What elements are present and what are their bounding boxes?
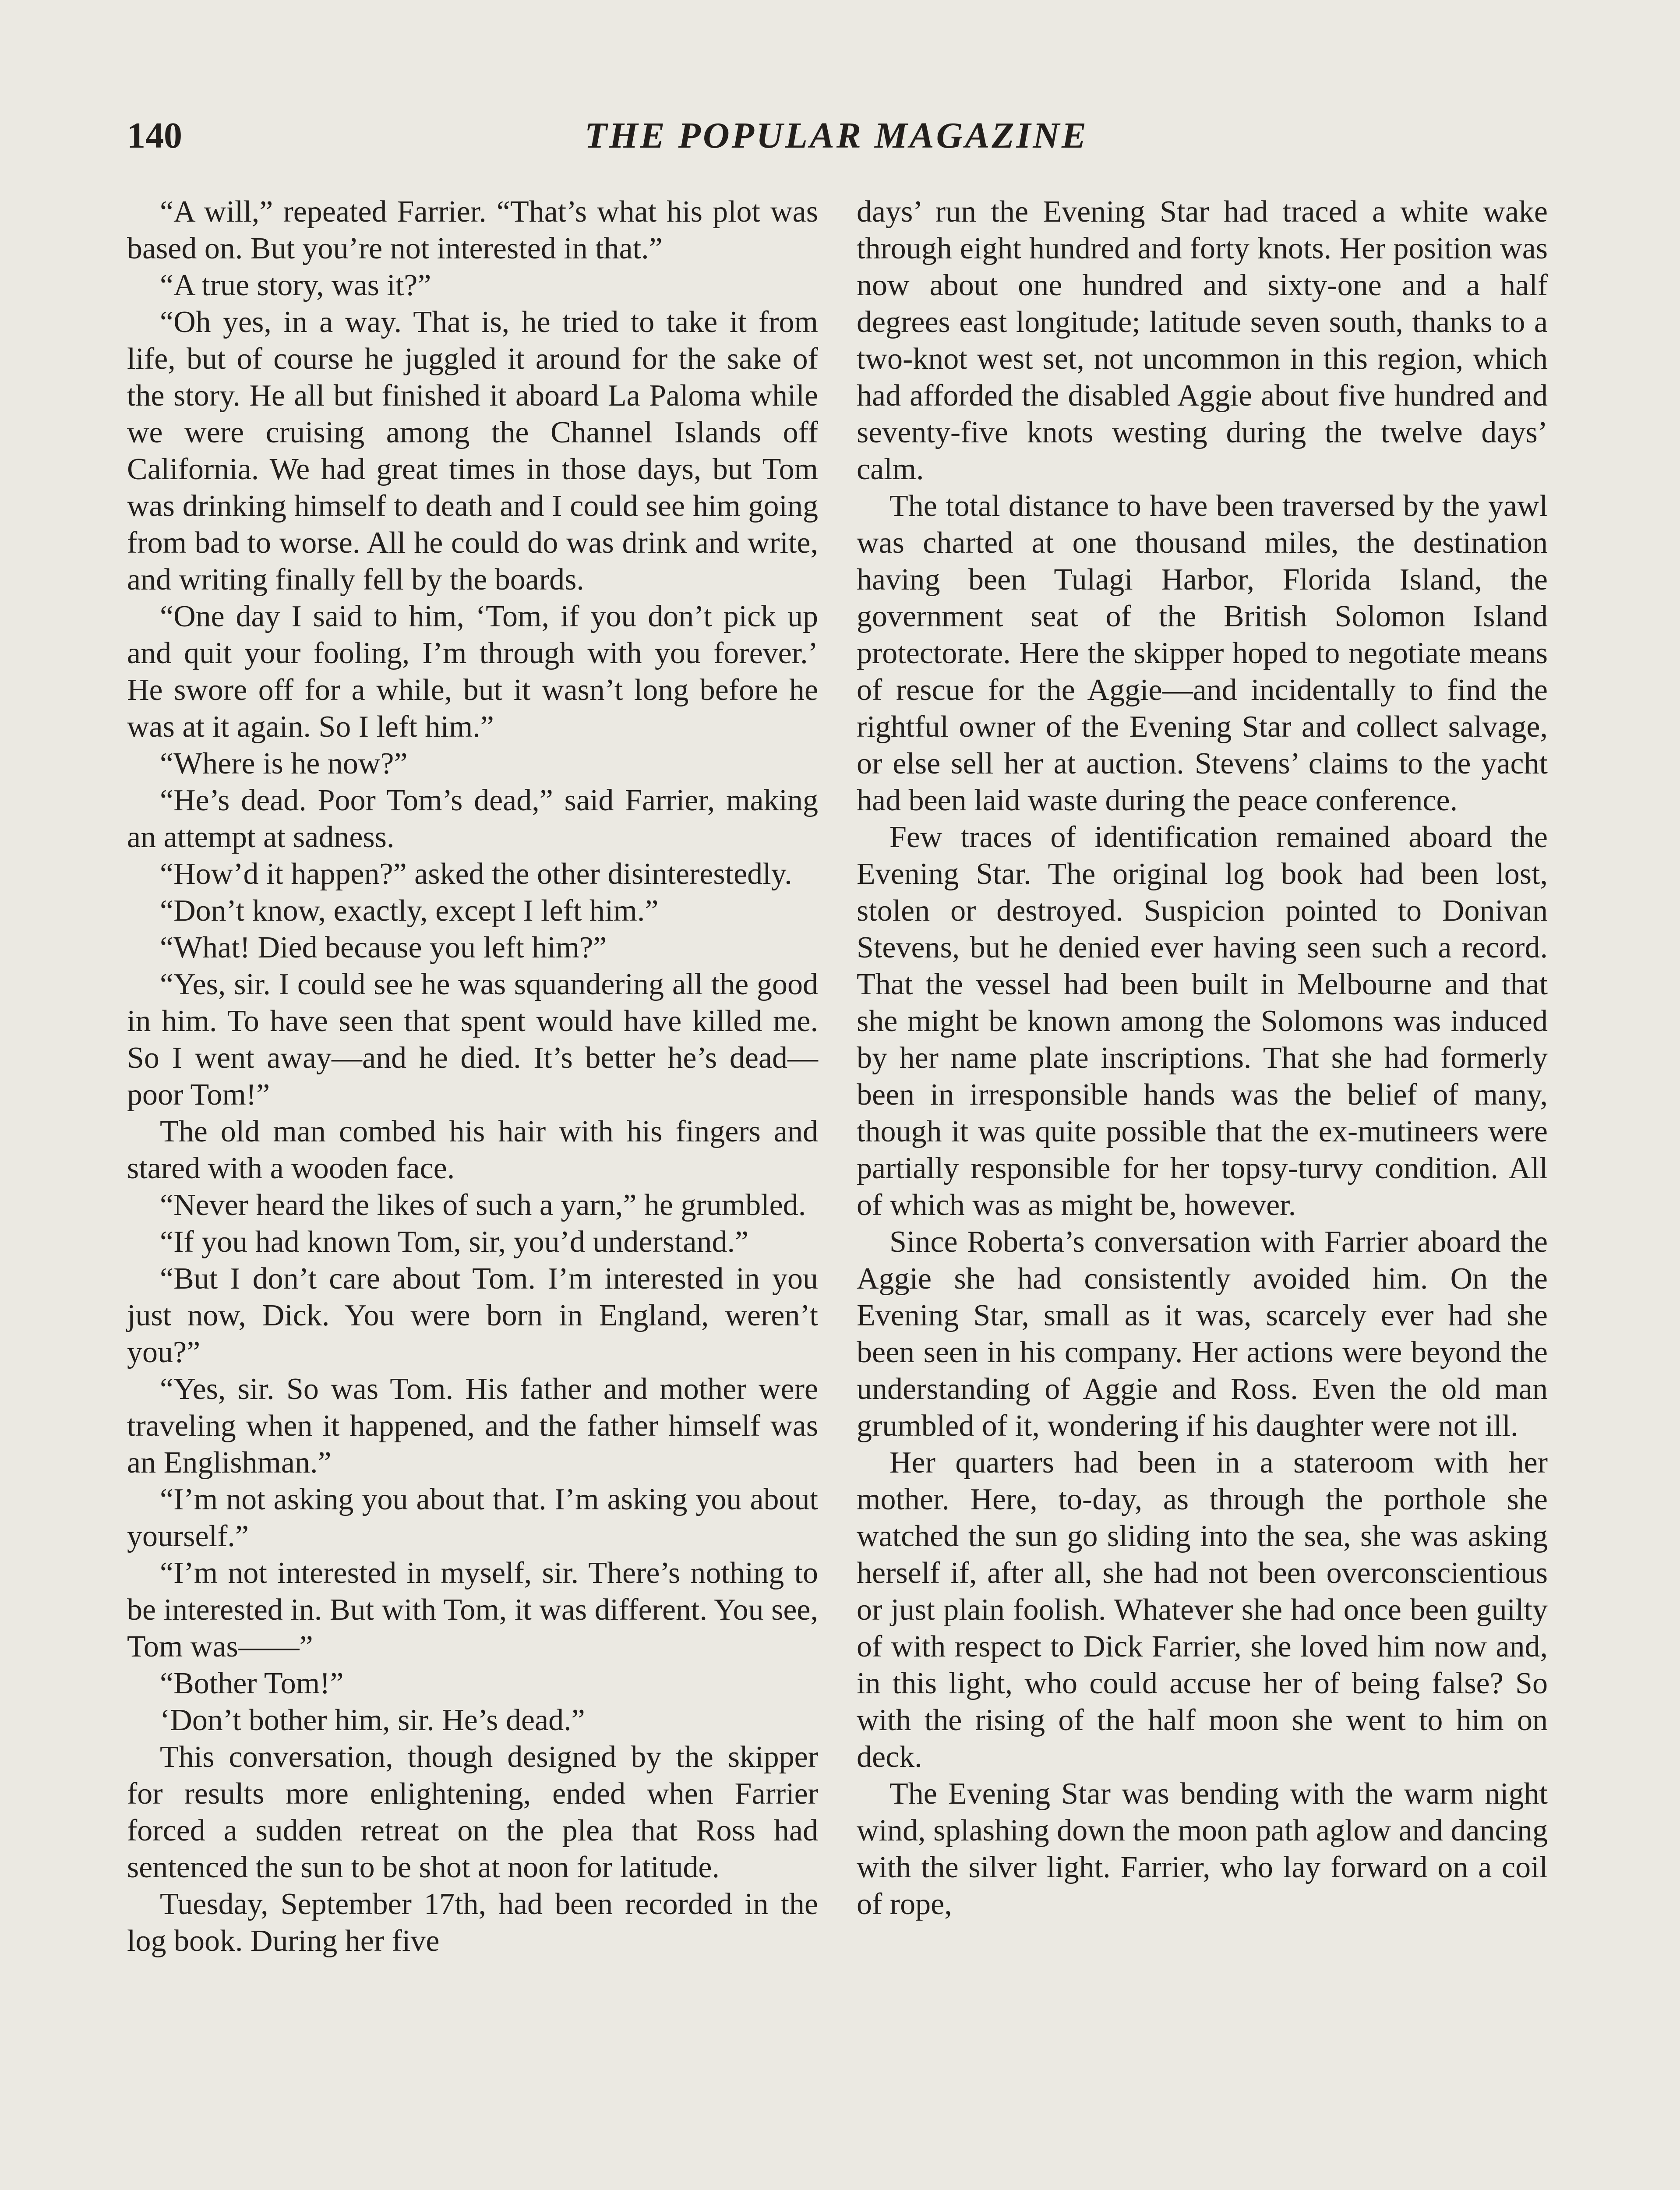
paragraph: “How’d it happen?” asked the other disinterestedly. <box>160 857 792 891</box>
paragraph: “Where is he now?” <box>160 747 408 781</box>
left-column <box>127 194 818 1960</box>
page-number: 140 <box>127 115 182 156</box>
paragraph: This conversation, though designed by the skipper for results more enlightening, ended when Farrier forced a sudden retreat on the plea that Ross had sentenced the sun to be shot at noon for latitude. <box>127 1740 818 1884</box>
paragraph: “I’m not asking you about that. I’m asking you about yourself.” <box>127 1483 818 1553</box>
paragraph: “Never heard the likes of such a yarn,” he grumbled. <box>160 1188 806 1222</box>
paragraph: “A true story, was it?” <box>160 268 431 302</box>
paragraph: “A will,” repeated Farrier. “That’s what his plot was based on. But you’re not interested in that.” <box>127 195 818 265</box>
paragraph: “Yes, sir. I could see he was squandering all the good in him. To have seen that spent would have killed me. So I went away—and he died. It’s better he’s dead—poor Tom!” <box>127 968 818 1112</box>
paragraph: “But I don’t care about Tom. I’m interested in you just now, Dick. You were born in England, weren’t you?” <box>127 1262 818 1369</box>
paragraph: “What! Died because you left him?” <box>160 931 607 964</box>
paragraph: “Don’t know, exactly, except I left him.” <box>160 894 659 928</box>
paragraph: “I’m not interested in myself, sir. There’s nothing to be interested in. But with Tom, it was different. You see, Tom was——” <box>127 1556 818 1664</box>
paragraph: Tuesday, September 17th, had been recorded in the log book. During her five <box>127 1887 818 1958</box>
paragraph: “Yes, sir. So was Tom. His father and mother were traveling when it happened, and the father himself was an Englishman.” <box>127 1372 818 1480</box>
paragraph: days’ run the Evening Star had traced a white wake through eight hundred and forty knots. Her position was now about one hundred and sixty-one and a half degrees east longitude; latitude seven south, thanks to a two-knot west set, not uncommon in this region, which had afforded the disabled Aggie about five hundred and seventy-five knots westing during the twelve days’ calm. <box>857 195 1548 486</box>
paragraph: The Evening Star was bending with the warm night wind, splashing down the moon path aglow and dancing with the silver light. Farrier, who lay forward on a coil of rope, <box>857 1777 1548 1921</box>
paragraph: Few traces of identification remained aboard the Evening Star. The original log book had been lost, stolen or destroyed. Suspicion pointed to Donivan Stevens, but he denied ever having seen such a record. That the vessel had been built in Melbourne and that she might be known among the Solomons was induced by her name plate inscriptions. That she had formerly been in irresponsible hands was the belief of many, though it was quite possible that the ex-mutineers were partially responsible for her topsy-turvy condition. All of which was as might be, however. <box>857 820 1548 1222</box>
paragraph: “Oh yes, in a way. That is, he tried to take it from life, but of course he juggled it around for the sake of the story. He all but finished it aboard La Paloma while we were cruising among the Channel Islands off California. We had great times in those days, but Tom was drinking himself to death and I could see him going from bad to worse. All he could do was drink and write, and writing finally fell by the boards. <box>127 305 818 597</box>
paragraph: Since Roberta’s conversation with Farrier aboard the Aggie she had consistently avoided him. On the Evening Star, small as it was, scarcely ever had she been seen in his company. Her actions were beyond the understanding of Aggie and Ross. Even the old man grumbled of it, wondering if his daughter were not ill. <box>857 1225 1548 1443</box>
paragraph: “One day I said to him, ‘Tom, if you don’t pick up and quit your fooling, I’m through with you forever.’ He swore off for a while, but it wasn’t long before he was at it again. So I left him.” <box>127 600 818 744</box>
magazine-title: THE POPULAR MAGAZINE <box>584 115 1089 156</box>
paragraph: “He’s dead. Poor Tom’s dead,” said Farrier, making an attempt at sadness. <box>127 784 818 854</box>
paragraph: The old man combed his hair with his fingers and stared with a wooden face. <box>127 1115 818 1185</box>
paragraph: “If you had known Tom, sir, you’d understand.” <box>160 1225 749 1259</box>
right-column <box>857 194 1548 1923</box>
paragraph: Her quarters had been in a stateroom with her mother. Here, to-day, as through the porthole she watched the sun go sliding into the sea, she was asking herself if, after all, she had not been overconscientious or just plain foolish. Whatever she had once been guilty of with respect to Dick Farrier, she loved him now and, in this light, who could accuse her of being false? So with the rising of the half moon she went to him on deck. <box>857 1446 1548 1774</box>
paragraph: ‘Don’t bother him, sir. He’s dead.” <box>160 1703 585 1737</box>
paragraph: “Bother Tom!” <box>160 1667 344 1700</box>
paragraph: The total distance to have been traversed by the yawl was charted at one thousand miles, the destination having been Tulagi Harbor, Florida Island, the government seat of the British Solomon Island protectorate. Here the skipper hoped to negotiate means of rescue for the Aggie—and incidentally to find the rightful owner of the Evening Star and collect salvage, or else sell her at auction. Stevens’ claims to the yacht had been laid waste during the peace conference. <box>857 489 1548 817</box>
